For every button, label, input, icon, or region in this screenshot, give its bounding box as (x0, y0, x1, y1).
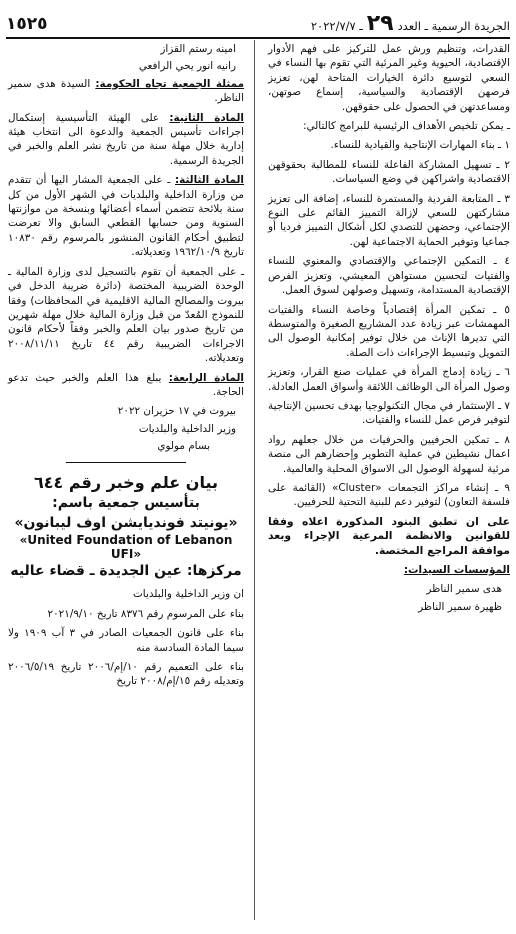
issue-date: ـ ٢٠٢٢/٧/٧ (310, 19, 363, 33)
journal-name: الجريدة الرسمية ـ العدد (397, 19, 510, 33)
issue-number: ٢٩ (366, 11, 394, 36)
article-label: المادة الثانية: (169, 111, 244, 124)
paragraph: ـ يمكن تلخيص الأهداف الرئيسية للبرامج كالتالي: (302, 120, 510, 133)
signature-place-date: بيروت في ١٧ حزيران ٢٠٢٢ (117, 405, 236, 418)
notice-title: بيان علم وخبر رقم ٦٤٤ (34, 472, 218, 492)
list-item: ٦ ـ زيادة إدماج المرأة في عمليات صنع القرار، وتعزيز وصول المرأة الى الوظائف اللائقة وأسواق العمل العادلة. (268, 366, 510, 393)
notice-subtitle: بتأسيس جمعية باسم: (52, 494, 200, 511)
article-text: ـ على الجمعية المشار اليها أن تتقدم من وزارة الداخلية والبلديات في الشهر الأول من كل سنة بلائحة تتضمن أسماء أعضائها وبنسخة من موازنتها السنوية ومن حسابها القطعي السابق والا تعرضت لتطبيق أحكام القانون المنشور بالمرسوم رقم ١٠٨٣٠ تاريخ ١٩٦٢/١٠/٩ وتعديلاته. (8, 174, 244, 259)
preamble-line: بناء على قانون الجمعيات الصادر في ٣ آب ١٩٠٩ ولا سيما المادة السادسة منه (8, 627, 244, 654)
article-label: المادة الثالثة: (174, 174, 244, 187)
paragraph: القدرات، وتنظيم ورش عمل للتركيز على فهم الأدوار الإقتصادية، الحيوية وغير المرئية التي تقوم بها النساء في السعي لتوسيع دائرة الخيارات المتاحة لهن، تعزيز فرصهن الإقتصادية والسياسية، إسماع صوتهن، ومساعدتهن في الحصول على حقوقهن. (268, 43, 510, 113)
preamble-line: بناء على المرسوم رقم ٨٣٧٦ تاريخ ٢٠٢١/٩/١٠ (47, 607, 244, 620)
list-item: ٩ ـ إنشاء مراكز التجمعات «Cluster» (القائمة على فلسفة التعاون) لتوفير دعم للبنية التحتية للحرفيين. (268, 481, 510, 509)
association-headquarters: مركزها: عين الجديدة ـ قضاء عاليه (10, 563, 242, 580)
page-header (6, 4, 510, 39)
list-item: ٥ ـ تمكين المرأة إقتصادياً وخاصة النساء والفتيات المهمشات عبر زيادة عدد المشاريع الصغيرة والمتوسطة التي تديرها الإناث من خلال توفير إمكانية الوصول الى التمويل وتبسيط الإجراءات ذات الصلة. (268, 303, 510, 359)
right-column (268, 42, 510, 930)
founders-label: المؤسسات السيدات: (403, 564, 510, 576)
page-number: ١٥٢٥ (6, 14, 48, 34)
founder-name: هدى سمير الناظر (426, 583, 502, 596)
left-column (8, 42, 244, 930)
list-item: ٧ ـ الإستثمار في مجال التكنولوجيا بهدف تحسين الإنتاجية لتوفير فرص عمل للنساء والفتيات. (268, 399, 510, 427)
gov-rep-text: السيدة هدى سمير الناظر. (8, 77, 244, 105)
preamble-line: بناء على التعميم رقم ١٠/إم/٢٠٠٦ تاريخ ٢٠٠٦/٥/١٩ وتعديله رقم ١٥/إم/٢٠٠٨ تاريخ (8, 661, 244, 688)
preamble-line: ان وزير الداخلية والبلديات (133, 588, 244, 601)
signature-title: وزير الداخلية والبلديات (138, 422, 236, 435)
gov-representative (8, 77, 244, 106)
journal-masthead (310, 11, 510, 36)
member-name: امينه رستم القزاز (160, 43, 236, 55)
member-name: رانيه انور يحي الرافعي (138, 60, 236, 73)
section-separator (66, 462, 186, 463)
article-label: المادة الرابعة: (168, 371, 244, 384)
founder-name: ظهيرة سمير الناظر (418, 600, 502, 613)
association-name-arabic: «يونيتد فونديايشن اوف ليبانون» (14, 514, 238, 531)
article-text: يبلغ هذا العلم والخبر حيث تدعو الحاجة. (8, 371, 244, 398)
article-4 (8, 371, 244, 400)
signature-name: بسام مولوي (157, 440, 210, 453)
list-item: ٣ ـ المتابعة الفردية والمستمرة للنساء، إضافة الى تعزيز مشاركتهن للسعي لإزالة التمييز القائم على النوع الإجتماعي، وحضهن للتصدي لكل أشكال التمييز فرديا أو جماعيا وتوفير الحماية الاجتماعية لهن. (268, 192, 510, 248)
list-item: ٢ ـ تسهيل المشاركة الفاعلة للنساء للمطالبة بحقوقهن الاقتصادية واشراكهن في وضع السياسات. (268, 158, 510, 186)
column-divider (254, 40, 255, 920)
article-3-part-2: ـ على الجمعية أن تقوم بالتسجيل لدى وزارة المالية ـ الوحدة الضريبية المختصة (دائرة ضريبة الدخل في بيروت والمصالح المالية الاقليمية في المحافظات) وفقا للنموذج المُعدّ من قبل وزارة المالية خلال مهلة شهرين من تاريخ صدور بيان العلم والخبر وفقاً لأحكام قانون الاجراءات الضريبية رقم ٤٤ تاريخ ٢٠٠٨/١١/١١ وتعديلاته. (8, 265, 245, 365)
article-3 (8, 173, 244, 259)
article-text: على الهيئة التأسيسية إستكمال اجراءات تأسيس الجمعية والدعوة الى انتخاب هيئة إدارية خلال مهلة سنة من تاريخ نشر العلم والخبر في الجريدة الرسمية. (8, 111, 244, 167)
association-name-english: «United Foundation of Lebanon UFI» (19, 532, 233, 561)
list-item: ١ ـ بناء المهارات الإنتاجية والقيادية للنساء. (330, 139, 510, 152)
list-item: ٨ ـ تمكين الحرفيين والحرفيات من خلال جعلهم رواد اعمال نشيطين في عملية التطوير وإحضارهم الى منصة مرئية لسهولة الوصول الى الاسواق المحلية والعالمية. (268, 433, 510, 475)
list-item: ٤ ـ التمكين الإجتماعي والإقتصادي والمعنوي للنساء والفتيات لتحسين مستواهن المعيشي، وتعزيز الفرص الإقتصادية المستدامة، وتسهيل وصولهن لسوق العمل. (268, 255, 510, 297)
closing-clause: على ان تطبق البنود المذكورة اعلاه وفقا للقوانين والانظمة المرعية الإجراء وبعد موافقة المراجع المختصة. (268, 514, 510, 557)
gov-rep-label: ممثلة الجمعية تجاه الحكومة: (95, 77, 244, 90)
article-2 (8, 111, 244, 169)
